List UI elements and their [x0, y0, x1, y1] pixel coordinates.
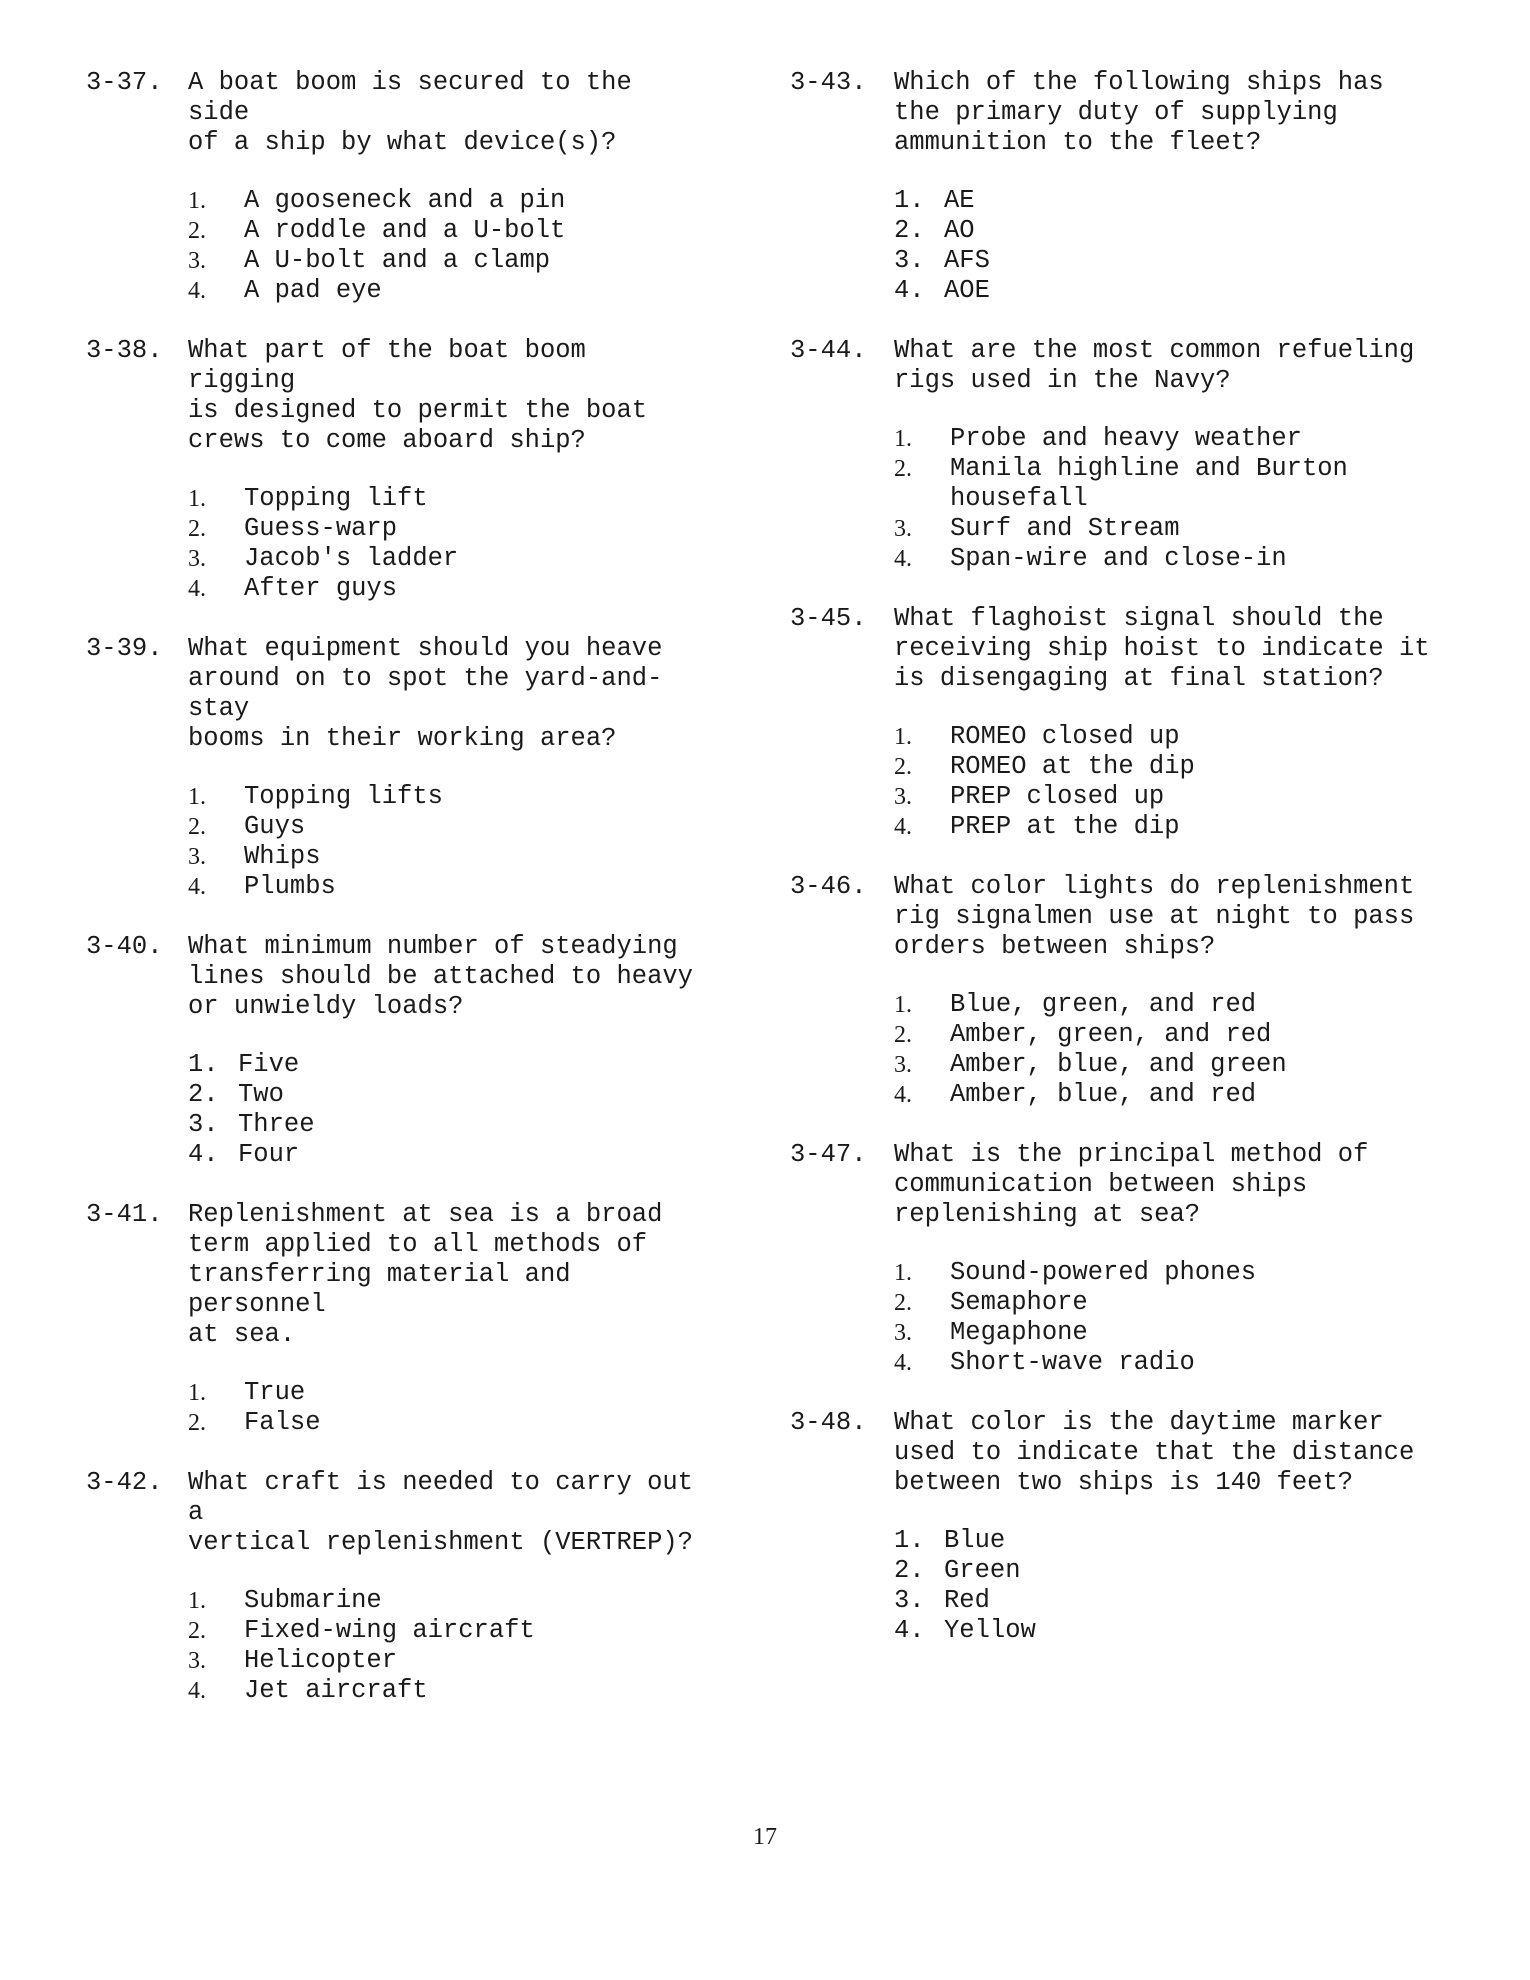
option-text: True — [244, 1378, 306, 1407]
option-number: 2. — [894, 754, 912, 780]
option-number: 2. — [894, 216, 925, 245]
option-text: Amber, blue, and green — [950, 1050, 1287, 1079]
question-number: 3-43. — [790, 68, 867, 97]
option-text: Green — [944, 1556, 1021, 1585]
option-text: Jet aircraft — [244, 1676, 428, 1705]
question-3-37 — [86, 68, 786, 306]
option-text: A U-bolt and a clamp — [244, 246, 551, 275]
option-number: 3. — [188, 1648, 206, 1674]
option-text: Red — [944, 1586, 990, 1615]
option-number: 2. — [188, 218, 206, 244]
answer-options — [894, 1526, 1490, 1646]
answer-option — [188, 484, 786, 514]
answer-option — [894, 544, 1490, 574]
option-text: AE — [944, 186, 975, 215]
option-text: ROMEO closed up — [950, 722, 1180, 751]
answer-option — [188, 1110, 786, 1140]
question-text: What equipment should you heave around on to spot the yard-and-stay booms in their working area? — [188, 634, 663, 753]
option-text: Megaphone — [950, 1318, 1088, 1347]
option-number: 3. — [894, 1586, 925, 1615]
question-3-42 — [86, 1468, 786, 1706]
answer-options — [894, 722, 1490, 842]
option-text: Span-wire and close-in — [950, 544, 1287, 573]
option-text: False — [244, 1408, 321, 1437]
question-number: 3-48. — [790, 1408, 867, 1437]
option-number: 2. — [894, 1022, 912, 1048]
answer-option — [188, 1646, 786, 1676]
answer-option — [894, 424, 1490, 454]
option-number: 1. — [894, 1526, 925, 1555]
answer-option — [894, 1616, 1490, 1646]
option-text: Manila highline and Burton housefall — [950, 454, 1348, 513]
option-text: Submarine — [244, 1586, 382, 1615]
answer-options — [894, 990, 1490, 1110]
option-number: 1. — [894, 1260, 912, 1286]
question-3-43 — [790, 68, 1490, 306]
option-text: Fixed-wing aircraft — [244, 1616, 535, 1645]
option-text: Blue — [944, 1526, 1006, 1555]
answer-option — [894, 812, 1490, 842]
question-3-47 — [790, 1140, 1490, 1378]
question-number: 3-38. — [86, 336, 163, 365]
answer-option — [894, 990, 1490, 1020]
question-text: What craft is needed to carry out a vertical replenishment (VERTREP)? — [188, 1468, 693, 1557]
question-text: Which of the following ships has the primary duty of supplying ammunition to the fleet? — [894, 68, 1384, 157]
answer-option — [188, 514, 786, 544]
answer-options — [894, 1258, 1490, 1378]
option-number: 4. — [894, 276, 925, 305]
option-number: 4. — [894, 546, 912, 572]
option-number: 1. — [188, 1050, 219, 1079]
question-text: What color is the daytime marker used to indicate that the distance between two ships is 140 feet? — [894, 1408, 1415, 1497]
option-number: 4. — [188, 1678, 206, 1704]
option-text: Jacob's ladder — [244, 544, 459, 573]
option-text: Amber, green, and red — [950, 1020, 1272, 1049]
question-3-44 — [790, 336, 1490, 574]
answer-option — [188, 574, 786, 604]
option-text: Five — [238, 1050, 300, 1079]
option-number: 4. — [188, 1140, 219, 1169]
right-column — [790, 68, 1490, 1676]
answer-option — [894, 1050, 1490, 1080]
option-text: AOE — [944, 276, 990, 305]
answer-option — [894, 1348, 1490, 1378]
answer-option — [894, 1288, 1490, 1318]
option-number: 1. — [894, 992, 912, 1018]
option-number: 1. — [894, 724, 912, 750]
answer-option — [188, 1140, 786, 1170]
question-text: What is the principal method of communication between ships replenishing at sea? — [894, 1140, 1369, 1229]
answer-option — [894, 216, 1490, 246]
answer-option — [894, 1258, 1490, 1288]
option-number: 2. — [188, 814, 206, 840]
option-number: 2. — [894, 1556, 925, 1585]
answer-option — [188, 1080, 786, 1110]
question-number: 3-42. — [86, 1468, 163, 1497]
answer-options — [188, 1050, 786, 1170]
answer-option — [188, 1676, 786, 1706]
option-number: 1. — [188, 486, 206, 512]
answer-option — [894, 1020, 1490, 1050]
option-number: 2. — [188, 1080, 219, 1109]
option-number: 2. — [894, 1290, 912, 1316]
option-number: 2. — [188, 1410, 206, 1436]
option-text: Probe and heavy weather — [950, 424, 1302, 453]
option-text: PREP at the dip — [950, 812, 1180, 841]
question-text: What are the most common refueling rigs used in the Navy? — [894, 336, 1415, 395]
option-number: 3. — [188, 844, 206, 870]
question-3-40 — [86, 932, 786, 1170]
option-text: Two — [238, 1080, 284, 1109]
option-number: 3. — [188, 546, 206, 572]
answer-options — [188, 186, 786, 306]
option-number: 3. — [894, 1052, 912, 1078]
question-number: 3-44. — [790, 336, 867, 365]
question-number: 3-39. — [86, 634, 163, 663]
answer-option — [188, 216, 786, 246]
answer-options — [894, 424, 1490, 574]
answer-options — [188, 484, 786, 604]
answer-option — [894, 1080, 1490, 1110]
option-number: 3. — [894, 784, 912, 810]
answer-option — [894, 782, 1490, 812]
option-number: 4. — [188, 278, 206, 304]
answer-option — [188, 186, 786, 216]
option-text: Guys — [244, 812, 306, 841]
option-text: Three — [238, 1110, 315, 1139]
question-number: 3-41. — [86, 1200, 163, 1229]
answer-option — [188, 1616, 786, 1646]
option-number: 4. — [188, 576, 206, 602]
answer-option — [894, 1318, 1490, 1348]
option-text: Yellow — [944, 1616, 1036, 1645]
question-text: Replenishment at sea is a broad term applied to all methods of transferring material and personnel at sea. — [188, 1200, 663, 1349]
option-number: 3. — [894, 516, 912, 542]
option-number: 4. — [894, 1082, 912, 1108]
option-text: ROMEO at the dip — [950, 752, 1195, 781]
question-3-41 — [86, 1200, 786, 1438]
answer-option — [894, 1526, 1490, 1556]
option-text: Four — [238, 1140, 300, 1169]
answer-options — [188, 1378, 786, 1438]
option-number: 3. — [894, 246, 925, 275]
answer-option — [188, 1408, 786, 1438]
answer-options — [188, 782, 786, 902]
option-number: 4. — [894, 814, 912, 840]
option-text: Plumbs — [244, 872, 336, 901]
option-text: A pad eye — [244, 276, 382, 305]
option-text: Topping lift — [244, 484, 428, 513]
option-text: After guys — [244, 574, 398, 603]
question-text: What flaghoist signal should the receiving ship hoist to indicate it is disengaging at final station? — [894, 604, 1430, 693]
option-text: AFS — [944, 246, 990, 275]
option-number: 1. — [188, 1380, 206, 1406]
option-number: 1. — [188, 784, 206, 810]
option-number: 3. — [188, 1110, 219, 1139]
answer-option — [894, 514, 1490, 544]
left-column — [86, 68, 786, 1736]
option-text: Guess-warp — [244, 514, 398, 543]
option-text: A gooseneck and a pin — [244, 186, 566, 215]
question-text: What color lights do replenishment rig signalmen use at night to pass orders between ships? — [894, 872, 1415, 961]
answer-options — [188, 1586, 786, 1706]
question-3-39 — [86, 634, 786, 902]
option-text: Helicopter — [244, 1646, 398, 1675]
question-3-48 — [790, 1408, 1490, 1646]
answer-option — [894, 186, 1490, 216]
answer-option — [894, 454, 1490, 514]
option-number: 4. — [894, 1350, 912, 1376]
option-text: Blue, green, and red — [950, 990, 1257, 1019]
answer-option — [188, 276, 786, 306]
option-text: Short-wave radio — [950, 1348, 1195, 1377]
answer-option — [188, 1586, 786, 1616]
answer-option — [894, 276, 1490, 306]
answer-option — [188, 1378, 786, 1408]
question-number: 3-37. — [86, 68, 163, 97]
option-number: 4. — [188, 874, 206, 900]
question-3-46 — [790, 872, 1490, 1110]
answer-option — [188, 1050, 786, 1080]
option-text: Topping lifts — [244, 782, 443, 811]
question-text: What part of the boat boom rigging is designed to permit the boat crews to come aboard ship? — [188, 336, 648, 455]
option-number: 1. — [188, 188, 206, 214]
question-3-45 — [790, 604, 1490, 842]
answer-option — [188, 842, 786, 872]
answer-option — [894, 1556, 1490, 1586]
option-number: 2. — [188, 516, 206, 542]
answer-option — [188, 782, 786, 812]
option-text: Sound-powered phones — [950, 1258, 1257, 1287]
question-number: 3-40. — [86, 932, 163, 961]
question-number: 3-45. — [790, 604, 867, 633]
option-text: AO — [944, 216, 975, 245]
option-text: Whips — [244, 842, 321, 871]
option-number: 1. — [188, 1588, 206, 1614]
option-text: A roddle and a U-bolt — [244, 216, 566, 245]
option-text: Amber, blue, and red — [950, 1080, 1257, 1109]
option-text: Semaphore — [950, 1288, 1088, 1317]
option-number: 4. — [894, 1616, 925, 1645]
option-number: 2. — [894, 456, 912, 482]
answer-option — [188, 544, 786, 574]
option-number: 3. — [188, 248, 206, 274]
question-number: 3-47. — [790, 1140, 867, 1169]
question-text: A boat boom is secured to the side of a ship by what device(s)? — [188, 68, 632, 157]
answer-options — [894, 186, 1490, 306]
option-text: Surf and Stream — [950, 514, 1180, 543]
answer-option — [894, 752, 1490, 782]
option-number: 1. — [894, 426, 912, 452]
page-number: 17 — [753, 1824, 777, 1850]
answer-option — [188, 812, 786, 842]
answer-option — [188, 246, 786, 276]
option-number: 1. — [894, 186, 925, 215]
question-text: What minimum number of steadying lines should be attached to heavy or unwieldy loads? — [188, 932, 693, 1021]
answer-option — [188, 872, 786, 902]
option-text: PREP closed up — [950, 782, 1165, 811]
answer-option — [894, 722, 1490, 752]
question-number: 3-46. — [790, 872, 867, 901]
answer-option — [894, 246, 1490, 276]
answer-option — [894, 1586, 1490, 1616]
question-3-38 — [86, 336, 786, 604]
option-number: 2. — [188, 1618, 206, 1644]
option-number: 3. — [894, 1320, 912, 1346]
